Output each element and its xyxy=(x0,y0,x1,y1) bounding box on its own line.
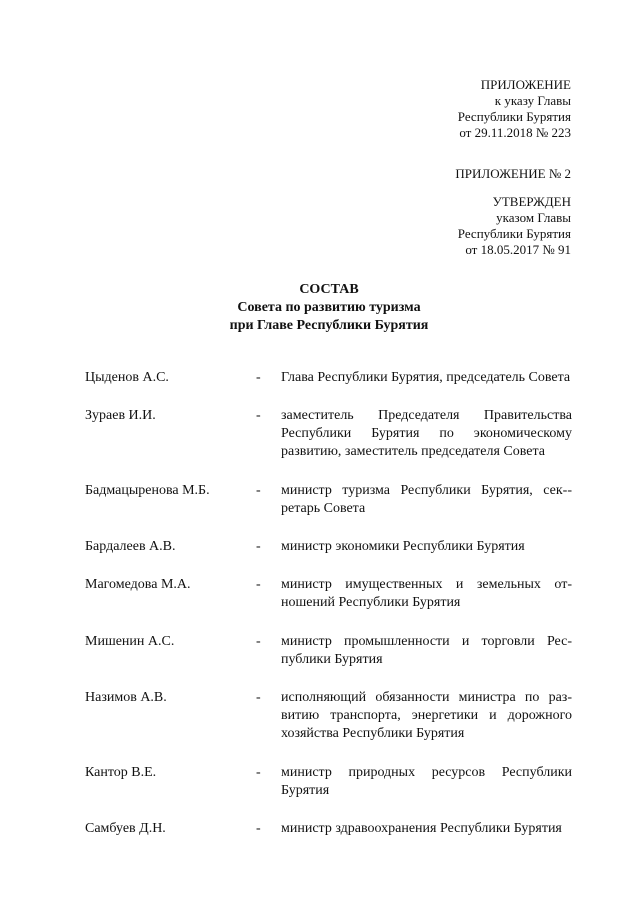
member-row xyxy=(0,538,640,556)
member-name: Зураев И.И. xyxy=(85,408,156,423)
appendix-2-header xyxy=(455,166,571,182)
member-dash: - xyxy=(256,539,261,554)
member-dash: - xyxy=(256,765,261,780)
title-line-1: СОСТАВ xyxy=(299,282,359,297)
title-line-3: при Главе Республики Бурятия xyxy=(229,318,429,333)
approved-line-3: от 18.05.2017 № 91 xyxy=(465,242,571,257)
appendix-line-1: к указу Главы xyxy=(494,93,571,108)
member-role: заместитель Председателя Правительства Республики Бурятия по экономическому развитию, заместитель председателя Совета xyxy=(281,408,572,459)
member-name: Цыденов А.С. xyxy=(85,370,169,385)
approved-line-1: указом Главы xyxy=(496,210,571,225)
member-dash: - xyxy=(256,690,261,705)
member-role: министр природных ресурсов Республики Бурятия xyxy=(281,765,572,798)
member-row xyxy=(0,576,640,612)
member-dash: - xyxy=(256,483,261,498)
member-dash: - xyxy=(256,821,261,836)
title-line-2: Совета по развитию туризма xyxy=(237,300,421,315)
appendix-line-3: от 29.11.2018 № 223 xyxy=(459,125,571,140)
member-name: Мишенин А.С. xyxy=(85,634,175,649)
approved-title: УТВЕРЖДЕН xyxy=(492,194,571,209)
member-role: министр промышленности и торговли Республики Бурятия xyxy=(281,634,572,667)
member-name: Магомедова М.А. xyxy=(85,577,191,592)
member-row xyxy=(0,407,640,461)
member-role: министр экономики Республики Бурятия xyxy=(281,539,525,554)
member-role: Глава Республики Бурятия, председатель Совета xyxy=(281,370,571,385)
member-dash: - xyxy=(256,634,261,649)
member-role: министр туризма Республики Бурятия, сек-ретарь Совета xyxy=(281,483,572,516)
member-dash: - xyxy=(256,408,261,423)
appendix-line-2: Республики Бурятия xyxy=(457,109,571,124)
member-row xyxy=(0,820,640,838)
member-name: Бадмацыренова М.Б. xyxy=(85,483,210,498)
appendix-title: ПРИЛОЖЕНИЕ xyxy=(480,77,571,92)
appendix-header xyxy=(458,77,571,141)
member-row xyxy=(0,369,640,387)
member-name: Бардалеев А.В. xyxy=(85,539,176,554)
member-row xyxy=(0,764,640,800)
member-row xyxy=(0,689,640,743)
member-dash: - xyxy=(256,370,261,385)
member-role: исполняющий обязанности министра по развитию транспорта, энергетики и дорожного хозяйства Республики Бурятия xyxy=(281,690,572,741)
member-role: министр имущественных и земельных отношений Республики Бурятия xyxy=(281,577,572,610)
member-role: министр здравоохранения Республики Бурятия xyxy=(281,821,562,836)
approved-line-2: Республики Бурятия xyxy=(457,226,571,241)
appendix-2-title: ПРИЛОЖЕНИЕ № 2 xyxy=(455,166,571,181)
member-list xyxy=(0,369,640,838)
member-name: Кантор В.Е. xyxy=(85,765,157,780)
member-name: Назимов А.В. xyxy=(85,690,167,705)
member-row xyxy=(0,633,640,669)
member-row xyxy=(0,482,640,518)
document-title xyxy=(0,281,640,335)
member-name: Самбуев Д.Н. xyxy=(85,821,166,836)
member-dash: - xyxy=(256,577,261,592)
approved-header xyxy=(458,194,571,258)
